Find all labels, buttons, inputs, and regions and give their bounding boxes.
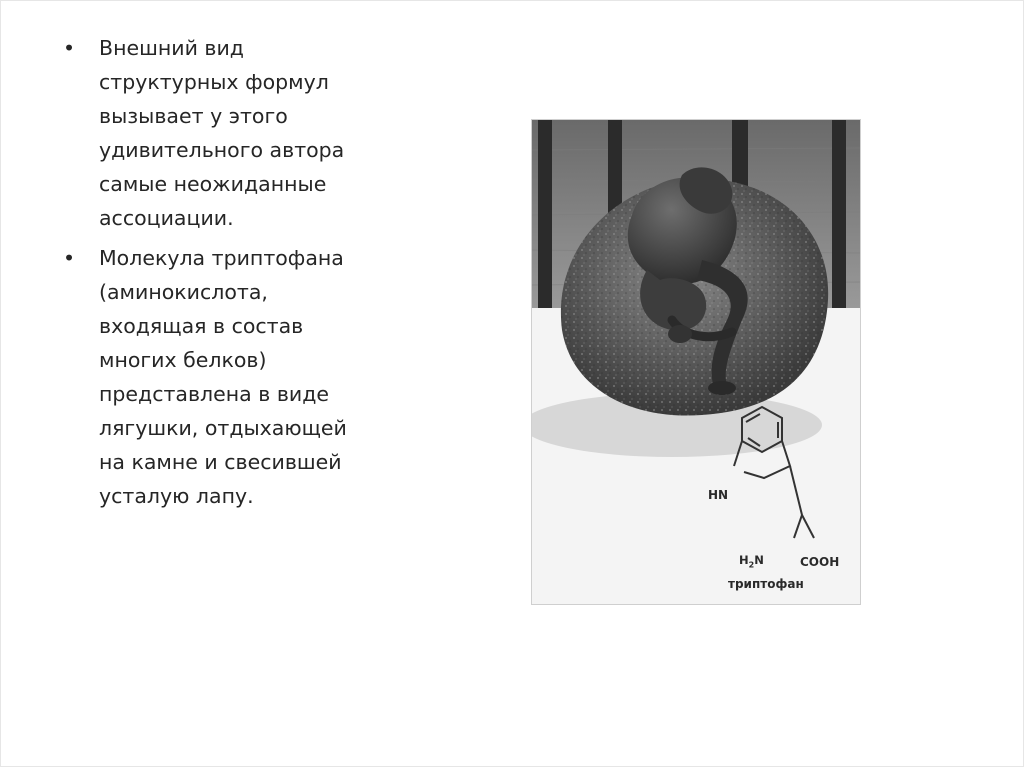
bullet-line: входящая в состав bbox=[99, 314, 304, 338]
bullet-line: усталую лапу. bbox=[99, 484, 254, 508]
bullet-item-1 bbox=[63, 31, 393, 235]
bullet-line: Молекула триптофана bbox=[99, 246, 344, 270]
bullet-line: самые неожиданные bbox=[99, 172, 327, 196]
bullet-line: вызывает у этого bbox=[99, 104, 288, 128]
formula-label-cooh: COOH bbox=[800, 555, 840, 569]
formula-label-hn: HN bbox=[708, 488, 729, 502]
bullet-line: представлена в виде bbox=[99, 382, 330, 406]
bullet-line: многих белков) bbox=[99, 348, 267, 372]
bullet-line: ассоциации. bbox=[99, 206, 234, 230]
frog-sculpture-photo bbox=[531, 119, 861, 605]
frog-on-stone-image bbox=[532, 120, 860, 604]
bullet-line: на камне и свесившей bbox=[99, 450, 342, 474]
figure-caption: триптофан bbox=[728, 577, 804, 591]
bullet-item-2 bbox=[63, 241, 393, 513]
bullet-marker: • bbox=[63, 246, 76, 270]
h2n-n: N bbox=[754, 553, 764, 567]
bullet-list bbox=[63, 31, 393, 513]
bullet-line: Внешний вид bbox=[99, 36, 244, 60]
text-block bbox=[63, 31, 393, 519]
bullet-line: удивительного автора bbox=[99, 138, 345, 162]
bullet-marker: • bbox=[63, 36, 76, 60]
bullet-line: (аминокислота, bbox=[99, 280, 268, 304]
formula-label-h2n bbox=[739, 553, 764, 569]
bullet-line: лягушки, отдыхающей bbox=[99, 416, 347, 440]
bullet-line: структурных формул bbox=[99, 70, 329, 94]
h2n-subscript: 2 bbox=[748, 560, 755, 570]
h2n-h: H bbox=[739, 553, 749, 567]
